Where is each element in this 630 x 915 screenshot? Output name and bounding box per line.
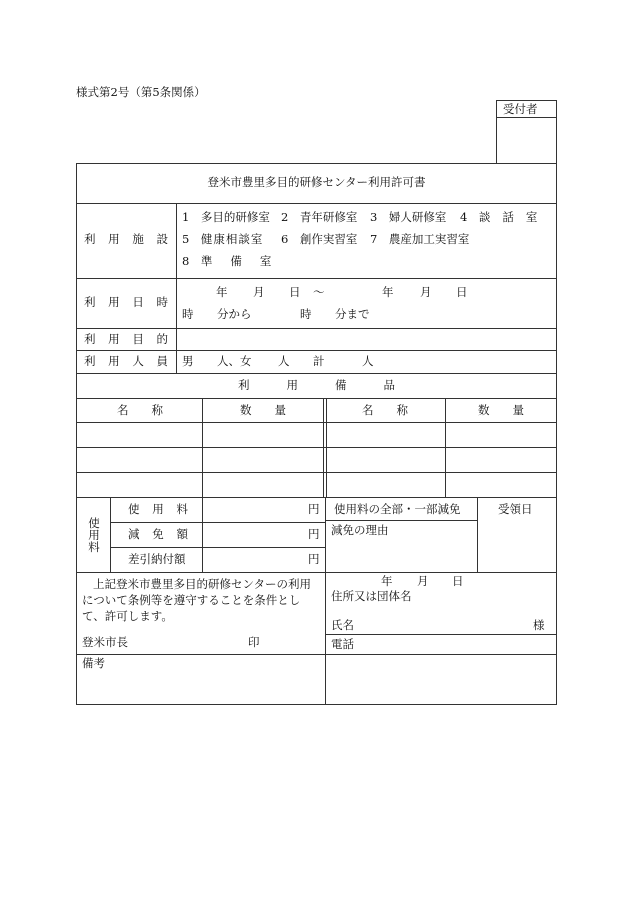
row-divider <box>76 350 557 351</box>
form-title: 登米市豊里多目的研修センター利用許可書 <box>207 175 426 189</box>
application-day: 日 <box>452 574 464 588</box>
datetime-label: 利 用 日 時 <box>84 295 168 309</box>
row-divider <box>76 328 557 329</box>
receipt-box-divider <box>496 117 557 118</box>
people-male: 男 <box>182 354 194 368</box>
equipment-qty-header: 数 量 <box>478 403 524 417</box>
people-female-unit: 人 <box>278 354 290 368</box>
honorific: 様 <box>533 618 545 632</box>
fee-unit-yen: 円 <box>308 552 320 566</box>
application-year: 年 <box>381 574 393 588</box>
people-total-unit: 人 <box>362 354 374 368</box>
facility-label: 利 用 施 設 <box>84 232 168 246</box>
fee-row-divider <box>110 522 325 523</box>
people-label: 利 用 人 員 <box>84 354 168 368</box>
facility-option-5: 5 健康相談室 <box>182 232 264 246</box>
row-divider <box>76 398 557 399</box>
row-divider <box>76 654 557 655</box>
permission-text: 上記登米市豊里多目的研修センターの利用 について条例等を遵守することを条件とし て、許可します。 <box>82 577 312 623</box>
row-divider <box>76 373 557 374</box>
facility-option-8: 8 準備室 <box>182 254 290 268</box>
end-month: 月 <box>420 285 432 299</box>
reduction-reason-label: 減免の理由 <box>331 523 389 537</box>
equipment-row-divider <box>76 422 557 423</box>
equipment-row-divider <box>76 447 557 448</box>
facility-option-7: 7 農産加工実習室 <box>370 232 470 246</box>
fee-col-divider <box>202 497 203 572</box>
start-hour: 時 <box>182 307 194 321</box>
facility-option-1: 1 多目的研修室 <box>182 210 270 224</box>
facility-option-2: 2 青年研修室 <box>281 210 358 224</box>
fee-row-divider <box>325 520 477 521</box>
fee-row-net: 差引納付額 <box>128 552 186 566</box>
start-year: 年 <box>216 285 228 299</box>
equipment-name-header: 名 称 <box>117 403 163 417</box>
fee-row-divider <box>110 547 325 548</box>
center-col-divider <box>325 497 326 705</box>
facility-option-6: 6 創作実習室 <box>281 232 358 246</box>
application-month: 月 <box>417 574 429 588</box>
fee-unit-yen: 円 <box>308 502 320 516</box>
start-day: 日 <box>289 285 301 299</box>
end-minute: 分まで <box>335 307 370 321</box>
fee-row-usage: 使 用 料 <box>128 502 188 516</box>
mayor-label: 登米市長 <box>82 635 128 649</box>
end-hour: 時 <box>300 307 312 321</box>
start-minute: 分から <box>217 307 252 321</box>
end-year: 年 <box>382 285 394 299</box>
fee-col-divider <box>477 497 478 572</box>
end-day: 日 <box>456 285 468 299</box>
address-label: 住所又は団体名 <box>331 589 412 603</box>
receipt-box-label: 受付者 <box>503 102 538 116</box>
fee-col-divider <box>110 497 111 572</box>
purpose-label: 利 用 目 的 <box>84 332 168 346</box>
row-divider <box>76 497 557 498</box>
facility-option-3: 3 婦人研修室 <box>370 210 447 224</box>
equipment-header: 利 用 備 品 <box>238 378 395 392</box>
row-divider <box>76 572 557 573</box>
fee-row-reduction: 減 免 額 <box>128 527 188 541</box>
fee-vertical-label: 使 用 料 <box>88 516 100 554</box>
start-month: 月 <box>253 285 265 299</box>
reduction-label: 使用料の全部・一部減免 <box>334 502 461 516</box>
remarks-label: 備考 <box>82 656 105 670</box>
people-total: 計 <box>313 354 325 368</box>
equipment-qty-header: 数 量 <box>240 403 286 417</box>
date-range-tilde: ～ <box>313 285 325 299</box>
label-column-divider <box>176 203 177 373</box>
equipment-row-divider <box>76 472 557 473</box>
row-divider <box>325 634 557 635</box>
row-divider <box>76 203 557 204</box>
people-male-unit: 人、女 <box>217 354 252 368</box>
receipt-date-label: 受領日 <box>498 502 533 516</box>
row-divider <box>76 278 557 279</box>
facility-option-4: 4 談話室 <box>460 210 550 224</box>
equipment-name-header: 名 称 <box>362 403 408 417</box>
form-id: 様式第2号（第5条関係） <box>76 85 206 99</box>
seal-mark: 印 <box>248 635 260 649</box>
name-label: 氏名 <box>331 618 354 632</box>
fee-unit-yen: 円 <box>308 527 320 541</box>
phone-label: 電話 <box>331 637 354 651</box>
